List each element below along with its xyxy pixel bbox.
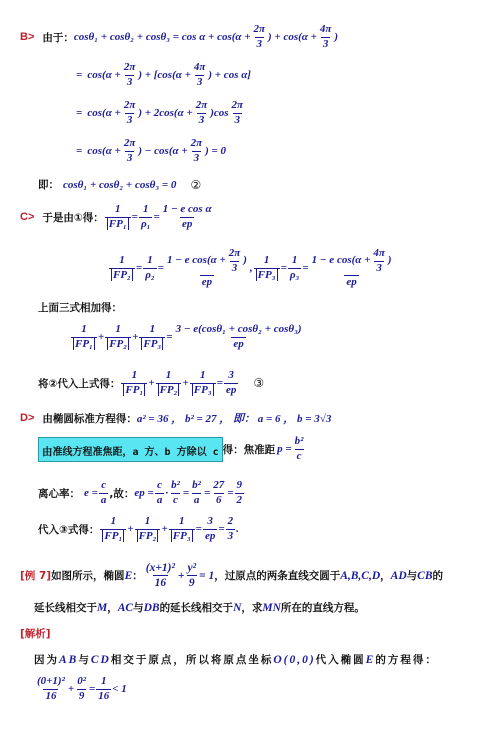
frac-2pi-3: $\frac{2\pi}{3}$ (253, 23, 266, 50)
frac-b2-c: $\frac{\text{b²}}{c}$ (294, 435, 304, 462)
frac-1-rho2: $\frac{1}{\text{ρ₂}}$ (145, 254, 155, 281)
d-intro: 由椭圆标准方程得： (42, 412, 137, 425)
example-tag: [例 7] (20, 570, 52, 583)
analysis-tag: [解析] (20, 628, 51, 640)
b-line1: B> 由于： cosθ₁ + cosθ₂ + cosθ₃ = cos α + cos(α + $\frac{2\pi}{3}$ ) + cos(α + $\frac{4\pi}{3}$ ) (20, 23, 339, 50)
c-sub-label: 将②代入上式得： (38, 377, 121, 390)
sub3-label: 代入③式得： (38, 523, 100, 536)
frac-1-rho3: $\frac{1}{\text{ρ₃}}$ (289, 254, 300, 281)
analysis-eq: $\frac{\text{(0+1)²}}{16}$ + $\frac{\text{0²}}{9}$ = $\frac{1}{16}$ < 1 (37, 675, 127, 702)
highlight-box: 由准线方程准焦距，a 方、b 方除以 c (38, 437, 223, 462)
b-line3: = cos(α + $\frac{2\pi}{3}$ ) + 2cos(α + $\frac{2\pi}{3}$ )cos $\frac{2\pi}{3}$ (76, 99, 244, 126)
frac-rho2-expr: 1 − e cos(α + $\frac{2\pi}{3}$ ) ep (166, 247, 247, 289)
d-line1 (20, 410, 331, 426)
example-line1: [例 7] 如图所示，椭圆 E ： $\frac{\text{(x+1)²}}{16}$ + $\frac{\text{y²}}{9}$ = 1 ，过原点的两条直线交圆于 A,B,C,D ， AD 与 CB 的 (20, 562, 443, 590)
section-b-label: B> (20, 31, 35, 44)
c-intro: 于是由①得： (42, 211, 104, 224)
frac-2pi-3: $\frac{2\pi}{3}$ (123, 137, 136, 164)
frac-2pi-3: $\frac{2\pi}{3}$ (195, 99, 208, 126)
frac-4pi-3: $\frac{4\pi}{3}$ (193, 61, 206, 88)
frac-sum-expr: $\frac{\text{3 − e(cosθ₁ + cosθ₂ + cosθ₃)}}{ep}$ (175, 323, 302, 350)
c-sum-label-row (38, 300, 122, 315)
eccentricity-label: 离心率： (38, 487, 80, 500)
frac-rho3-expr: 1 − e cos(α + $\frac{4\pi}{3}$ ) ep (311, 247, 392, 289)
d-line4: 代入③式得： $\frac{1}{\text{FP₁}}$ + $\frac{1}{\text{FP₂}}$ + $\frac{1}{\text{FP₃}}$ = $\frac{3}{ep}$ = $\frac{2}{3}$ . (38, 515, 239, 542)
frac-2pi-3: $\frac{2\pi}{3}$ (123, 99, 136, 126)
c-line2: $\frac{1}{\text{FP₂}}$ = $\frac{1}{\text{ρ₂}}$ = 1 − e cos(α + $\frac{2\pi}{3}$ ) ep , $\frac{1}{\text{FP₃}}$ = $\frac{1}{\text{ρ₃}}$ = 1 − e cos(α + $\frac{4\pi}{3}$ ) ep (108, 248, 395, 289)
frac-4pi-3: $\frac{4\pi}{3}$ (319, 23, 332, 50)
focal-distance-label: 得：焦准距 (222, 443, 276, 456)
frac-1-fp3: $\frac{1}{\text{FP₃}}$ (254, 255, 280, 281)
section-c-label: C> (20, 211, 35, 224)
analysis-tag-row (20, 626, 51, 641)
b-conclusion-label: 即： (38, 179, 59, 191)
circled-3: ③ (253, 376, 265, 391)
b-line4: = cos(α + $\frac{2\pi}{3}$ ) − cos(α + $\frac{2\pi}{3}$ ) = 0 (76, 137, 227, 164)
b-line2: = cos(α + $\frac{2\pi}{3}$ ) + [cos(α + $\frac{4\pi}{3}$ ) + cos α] (76, 61, 251, 88)
section-d-label: D> (20, 412, 35, 424)
circled-2: ② (190, 177, 202, 192)
d-values: a² = 36 ， b² = 27 ， 即： a = 6 ， b = 3√3 (136, 413, 332, 425)
d-line2: 由准线方程准焦距，a 方、b 方除以 c 得：焦准距 p = $\frac{\text{b²}}{c}$ (38, 436, 306, 462)
b-conclusion (38, 177, 201, 192)
b-line1-lhs: cosθ₁ + cosθ₂ + cosθ₃ = cos α + cos(α + (73, 31, 251, 44)
c-sub-eq: 将②代入上式得： $\frac{1}{\text{FP₁}}$ + $\frac{1}{\text{FP₂}}$ + $\frac{1}{\text{FP₃}}$ = $\frac{3}{ep}$ ③ (38, 369, 265, 396)
analysis-line1: 因为 AB 与 CD 相交于原点，所以将原点坐标 O(0,0) 代入椭圆 E 的方程得： (34, 653, 438, 666)
frac-1-fp1: $\frac{1}{\text{FP₁}}$ (105, 204, 131, 230)
b-conclusion-eq: cosθ₁ + cosθ₂ + cosθ₃ = 0 (63, 178, 177, 191)
b-line1-mid: ) + cos(α + (268, 31, 317, 44)
c-line1: C> 于是由①得： $\frac{1}{\text{FP₁}}$ = $\frac{1}{\text{ρ₁}}$ = $\frac{\text{1 − e cos α}}{ep}$ (20, 203, 212, 230)
highlight-text: 准线方程准焦距，a 方、b 方除以 c (52, 446, 219, 458)
example-line2: 延长线相交于 M ， AC 与 DB 的延长线相交于 N ，求 MN 所在的直线方程。 (34, 601, 365, 614)
c-sum-label: 上面三式相加得： (38, 302, 122, 314)
d-line3: 离心率： e = $\frac{c}{a}$ ,故： ep = $\frac{c}{a}$ · $\frac{\text{b²}}{c}$ = $\frac{\text{b²}}{a}$ = $\frac{27}{6}$ = $\frac{9}{2}$ (38, 479, 243, 506)
frac-1-fp2: $\frac{1}{\text{FP₂}}$ (109, 255, 135, 281)
c-sum-eq: $\frac{1}{\text{FP₁}}$ + $\frac{1}{\text{FP₂}}$ + $\frac{1}{\text{FP₃}}$ = $\frac{\text{3 − e(cosθ₁ + cosθ₂ + cosθ₃)}}{ep}$ (70, 324, 305, 350)
b-intro: 由于： (42, 31, 74, 44)
frac-1-rho1: $\frac{1}{\text{ρ₁}}$ (140, 203, 151, 230)
frac-2pi-3: $\frac{2\pi}{3}$ (231, 99, 244, 126)
frac-rho1-expr: $\frac{\text{1 − e cos α}}{ep}$ (162, 203, 212, 230)
frac-2pi-3: $\frac{2\pi}{3}$ (123, 61, 136, 88)
frac-2pi-3: $\frac{2\pi}{3}$ (190, 137, 203, 164)
